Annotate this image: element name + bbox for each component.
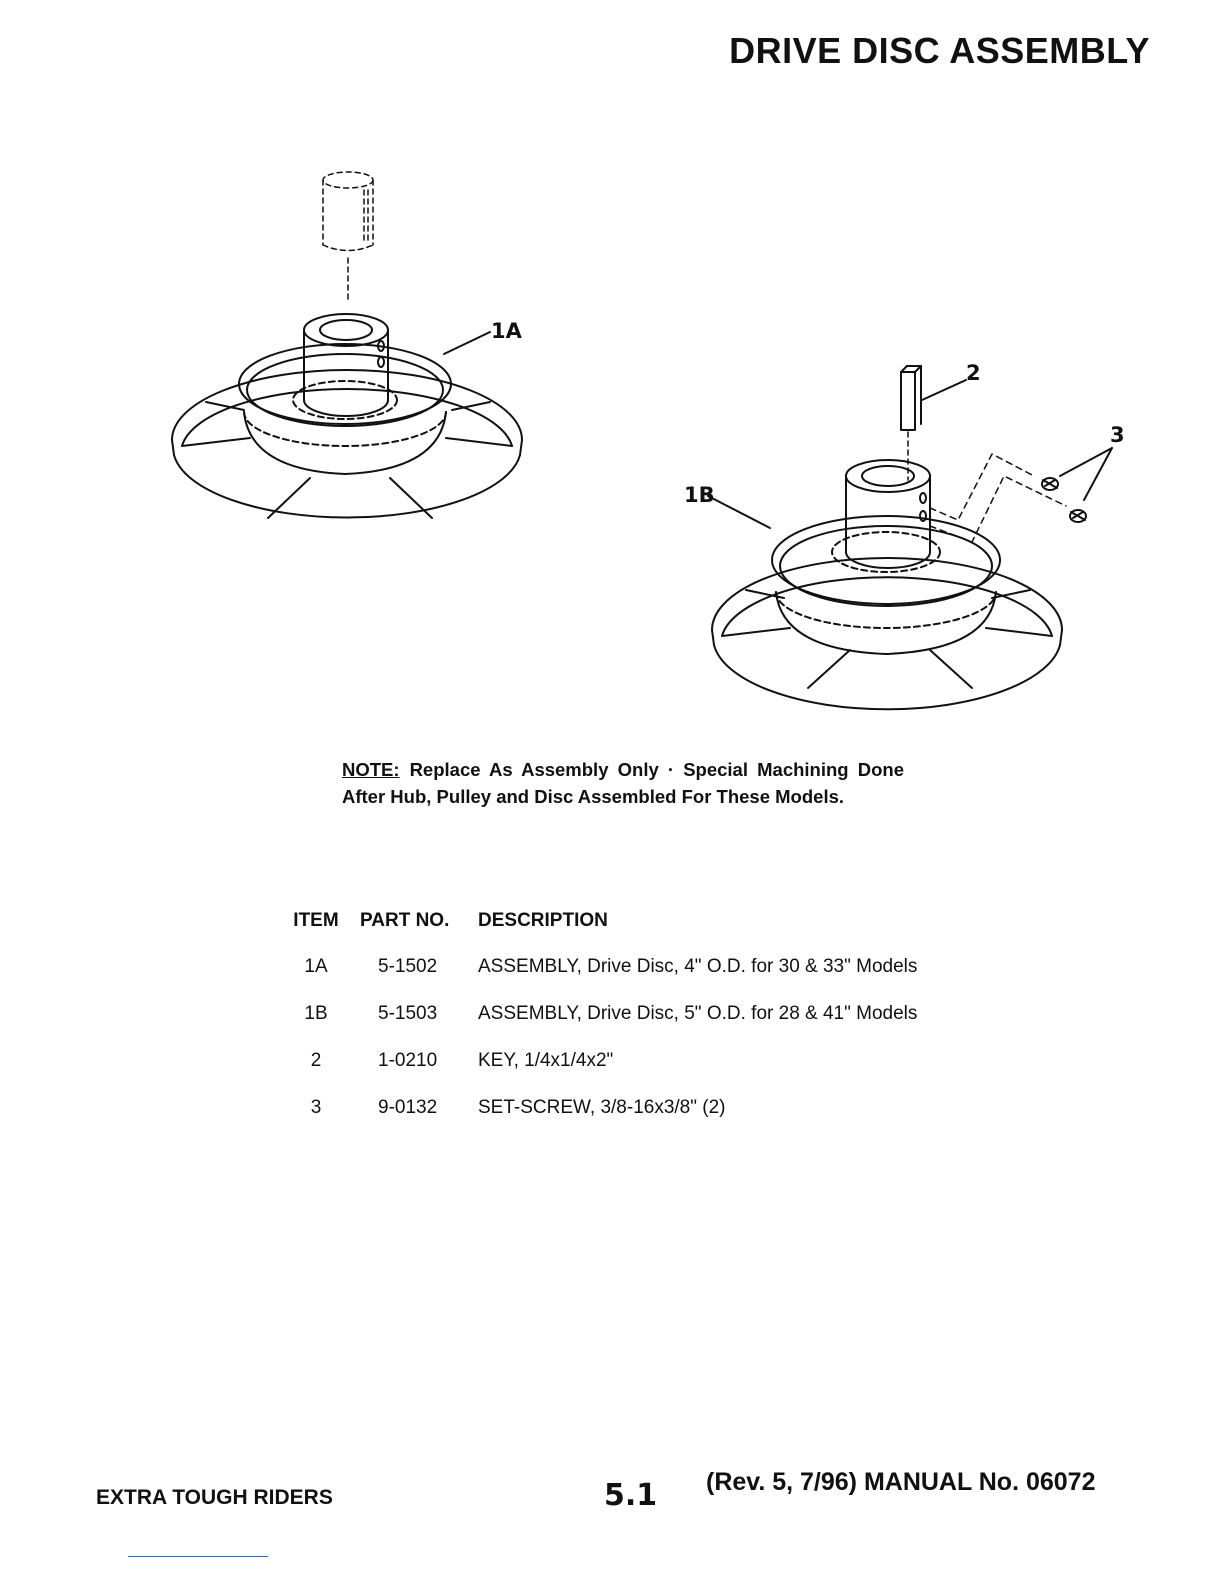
callout-2: 2 bbox=[966, 361, 981, 385]
callout-1b: 1B bbox=[684, 483, 715, 507]
item-cell: 1B bbox=[304, 1002, 328, 1024]
drive-disc-assembly-1b bbox=[708, 366, 1112, 709]
callout-3: 3 bbox=[1110, 423, 1125, 447]
header-item: ITEM bbox=[293, 910, 339, 931]
drive-disc-assembly-1a bbox=[172, 172, 522, 518]
footer-divider bbox=[128, 1556, 268, 1557]
phantom-shaft bbox=[323, 172, 373, 300]
table-row bbox=[272, 1048, 917, 1095]
description-cell: ASSEMBLY, Drive Disc, 5" O.D. for 28 & 41" Models bbox=[478, 1002, 918, 1024]
page-title: DRIVE DISC ASSEMBLY bbox=[729, 30, 1150, 71]
part-no-cell: 9-0132 bbox=[378, 1096, 438, 1118]
table-row bbox=[272, 1001, 917, 1048]
table-row bbox=[272, 1095, 917, 1142]
note-label: NOTE: bbox=[342, 759, 400, 780]
description-cell: ASSEMBLY, Drive Disc, 4" O.D. for 30 & 33" Models bbox=[478, 955, 918, 977]
parts-table-header bbox=[272, 910, 917, 954]
exploded-parts-diagram bbox=[0, 0, 1224, 720]
table-row bbox=[272, 954, 917, 1001]
description-cell: SET-SCREW, 3/8-16x3/8" (2) bbox=[478, 1096, 726, 1118]
parts-table bbox=[272, 910, 917, 1142]
item-cell: 2 bbox=[310, 1049, 322, 1071]
part-no-cell: 5-1503 bbox=[378, 1002, 438, 1024]
header-description: DESCRIPTION bbox=[478, 910, 608, 931]
callout-1a: 1A bbox=[491, 319, 522, 343]
set-screw-part-3 bbox=[1042, 478, 1086, 522]
part-no-cell: 1-0210 bbox=[378, 1049, 438, 1071]
item-cell: 1A bbox=[304, 955, 328, 977]
header-part-no: PART NO. bbox=[360, 910, 450, 931]
assembly-note bbox=[342, 756, 904, 810]
description-cell: KEY, 1/4x1/4x2" bbox=[478, 1049, 614, 1071]
part-no-cell: 5-1502 bbox=[378, 955, 438, 977]
footer-manual-revision: (Rev. 5, 7/96) MANUAL No. 06072 bbox=[706, 1468, 1096, 1496]
footer-page-number: 5.1 bbox=[604, 1478, 658, 1513]
note-text: Replace As Assembly Only · Special Machining Done After Hub, Pulley and Disc Assembled For These Models. bbox=[342, 759, 904, 807]
footer-product-line: EXTRA TOUGH RIDERS bbox=[96, 1486, 333, 1509]
item-cell: 3 bbox=[310, 1096, 322, 1118]
